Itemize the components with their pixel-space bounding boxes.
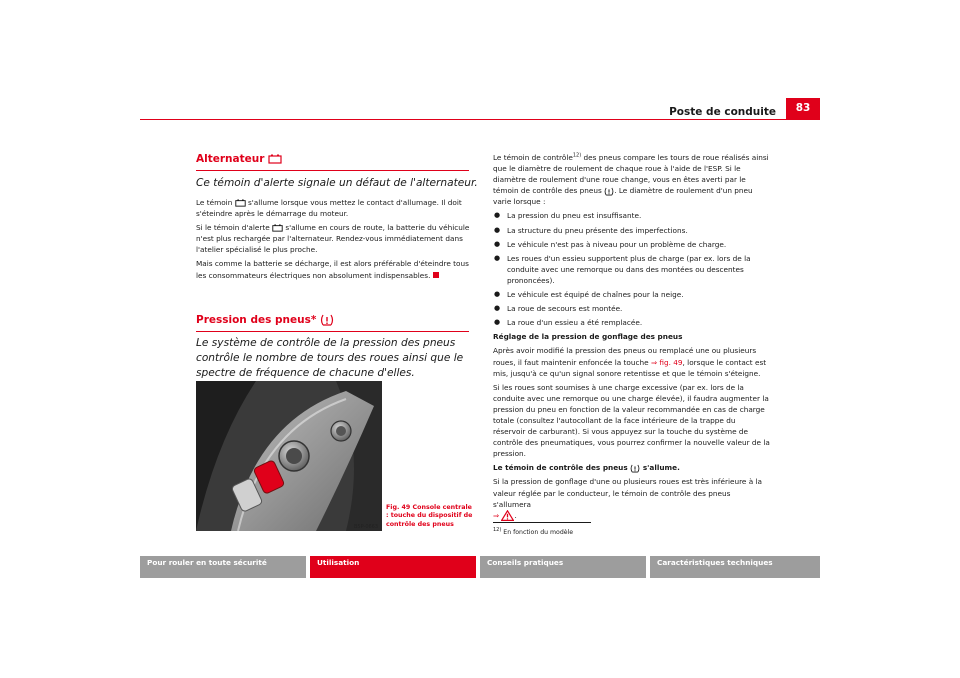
text: Le témoin de contrôle des pneus: [493, 463, 628, 473]
console-illustration: [196, 381, 382, 531]
figure-caption-text: Console centrale : touche du dispositif de contrôle des pneus: [386, 504, 473, 528]
figure-center-console: [196, 381, 382, 531]
footnote-rule: [493, 522, 591, 523]
paragraph: [493, 152, 770, 207]
heading-pression: [196, 314, 469, 332]
text: s'allume lorsque vous mettez le contact d'allumage. Il doit s'éteindre après le démarrage du moteur.: [196, 198, 462, 219]
text: , lorsque le contact est mis, jusqu'à ce qu'un signal sonore retentisse et que le témoin s'éteigne.: [493, 357, 767, 378]
figure-caption-label: Fig. 49: [386, 504, 411, 511]
list-item: ● La pression du pneu est insuffisante.: [493, 210, 770, 221]
heading-pression-text: Pression des pneus*: [196, 314, 317, 326]
paragraph: [196, 197, 473, 219]
header-rule: [140, 119, 820, 120]
tab-caracteristiques[interactable]: Caractéristiques techniques: [650, 556, 820, 578]
subheading-temoin: [493, 462, 770, 473]
lead-pression: Le système de contrôle de la pression des pneus contrôle le nombre de tours des roues ainsi que le spectre de fréquence de chacune d'elles.: [196, 337, 464, 379]
paragraph: Si les roues sont soumises à une charge excessive (par ex. lors de la conduite avec une remorque ou une charge élevée), il faudra augmenter la pression du pneu en fonction de la valeur recommandée en cas de charge totale (consultez l'autocollant de la face intérieure de la trappe du réservoir de carburant). Si vous appuyez sur la touche du système de contrôle des pneumatiques, vous pourrez confirmer la nouvelle valeur de la pression.: [493, 382, 770, 459]
tire-pressure-icon: [604, 187, 614, 196]
text: Après avoir modifié la pression des pneus ou remplacé une ou plusieurs roues, il faut maintenir enfoncée la touche: [493, 346, 757, 367]
battery-icon: [268, 154, 282, 164]
battery-icon: [235, 199, 246, 207]
figure-link[interactable]: ⇒ fig. 49: [650, 357, 683, 367]
tire-pressure-icon: [630, 464, 640, 473]
list-item: ● La structure du pneu présente des imperfections.: [493, 225, 770, 236]
subheading-reglage: Réglage de la pression de gonflage des pneus: [493, 332, 683, 342]
tire-pressure-icon: [320, 314, 334, 326]
warning-triangle-icon: [501, 510, 514, 521]
footnote-text: En fonction du modèle: [503, 529, 574, 536]
heading-alternateur-text: Alternateur: [196, 153, 265, 165]
footnote-ref: 12): [572, 152, 582, 159]
text: s'allume.: [642, 463, 680, 473]
end-marker-icon: [433, 272, 439, 278]
paragraph: [493, 345, 770, 378]
list-item: ● La roue d'un essieu a été remplacée.: [493, 317, 770, 328]
paragraph: [196, 258, 473, 280]
text: des pneus compare les tours de roue réalisés ainsi que le diamètre de roulement de chaque roue à l'aide de l'ESP. Si le diamètre de roulement d'une roue change, vous en êtes averti par le témoin de contrôle des pneus: [493, 153, 769, 196]
figure-code: B5P-0663: [354, 524, 379, 530]
header-title: Poste de conduite: [669, 106, 776, 118]
tab-conseils[interactable]: Conseils pratiques: [480, 556, 646, 578]
heading-alternateur: [196, 153, 469, 171]
paragraph: Si la pression de gonflage d'une ou plusieurs roues est très inférieure à la valeur réglée par le conducteur, le témoin de contrôle des pneus s'allumera ⇒ .: [493, 477, 763, 520]
text: Si la pression de gonflage d'une ou plusieurs roues est très inférieure à la valeur réglée par le conducteur, le témoin de contrôle des pneus s'allumera: [493, 477, 763, 509]
tab-utilisation[interactable]: Utilisation: [310, 556, 476, 578]
text: Mais comme la batterie se décharge, il est alors préférable d'éteindre tous les consommateurs électriques non absolument indispensables.: [196, 259, 469, 280]
battery-icon: [272, 224, 283, 232]
text: s'allume en cours de route, la batterie du véhicule n'est plus rechargée par l'alternateur. Rendez-vous immédiatement dans l'atelier spécialisé le plus proche.: [196, 223, 470, 255]
text: . Le diamètre de roulement d'un pneu varie lorsque :: [493, 186, 753, 207]
page-number: 83: [786, 98, 820, 119]
list-item: ● La roue de secours est montée.: [493, 303, 770, 314]
text: Le témoin: [196, 198, 233, 207]
lead-alternateur: Ce témoin d'alerte signale un défaut de l'alternateur.: [196, 177, 478, 189]
alternateur-body: [196, 197, 473, 284]
warning-link[interactable]: ⇒: [493, 510, 500, 520]
tab-securite[interactable]: Pour rouler en toute sécurité: [140, 556, 306, 578]
right-column: [493, 152, 770, 524]
list-item: ● Le véhicule n'est pas à niveau pour un problème de charge.: [493, 239, 770, 250]
paragraph: [196, 222, 473, 255]
footnote-number: 12): [493, 526, 502, 533]
list-item: ● Le véhicule est équipé de chaînes pour la neige.: [493, 289, 770, 300]
figure-caption: [386, 504, 476, 529]
list-item: ● Les roues d'un essieu supportent plus de charge (par ex. lors de la conduite avec une remorque ou dans des montées ou descentes prononcées).: [493, 253, 770, 286]
footnote: [493, 526, 574, 536]
text: Le témoin de contrôle: [493, 153, 573, 162]
text: Si le témoin d'alerte: [196, 223, 270, 233]
